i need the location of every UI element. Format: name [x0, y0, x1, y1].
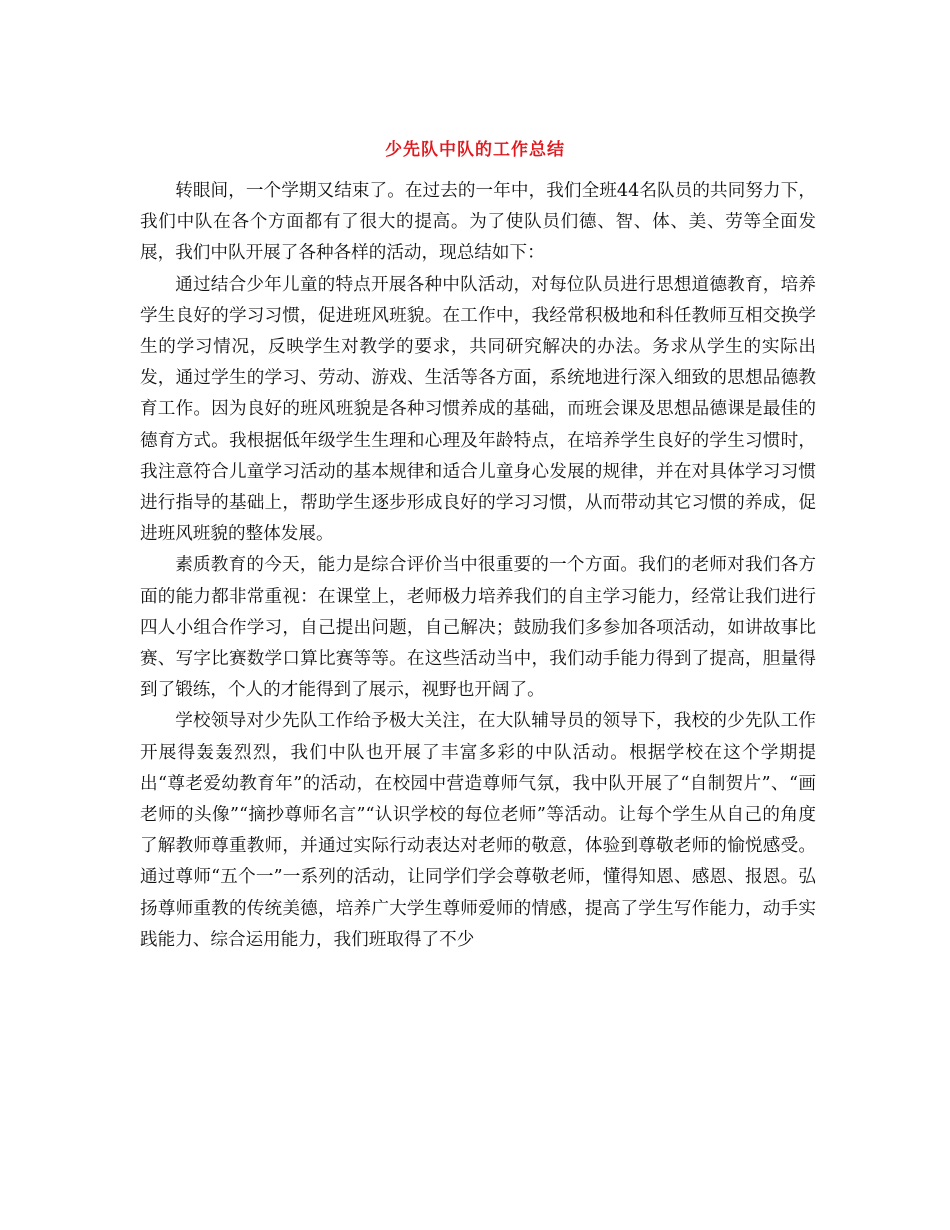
paragraph-intro: 转眼间，一个学期又结束了。在过去的一年中，我们全班44名队员的共同努力下，我们中队在各个方面都有了很大的提高。为了使队员们德、智、体、美、劳等全面发展，我们中队开展了各种各样的活动，现总结如下：: [140, 181, 816, 264]
document-body: [140, 176, 816, 956]
paragraph-ability: 素质教育的今天，能力是综合评价当中很重要的一个方面。我们的老师对我们各方面的能力都非常重视：在课堂上，老师极力培养我们的自主学习能力，经常让我们进行四人小组合作学习，自己提出问题，自己解决；鼓励我们多参加各项活动，如讲故事比赛、写字比赛数学口算比赛等等。在这些活动当中，我们动手能力得到了提高，胆量得到了锻练，个人的才能得到了展示，视野也开阔了。: [140, 555, 816, 701]
paragraph-activities: 学校领导对少先队工作给予极大关注，在大队辅导员的领导下，我校的少先队工作开展得轰轰烈烈，我们中队也开展了丰富多彩的中队活动。根据学校在这个学期提出“尊老爱幼教育年”的活动，在校园中营造尊师气氛，我中队开展了“自制贺片”、“画老师的头像”“摘抄尊师名言”“认识学校的每位老师”等活动。让每个学生从自己的角度了解教师尊重教师，并通过实际行动表达对老师的敬意，体验到尊敬老师的愉悦感受。通过尊师“五个一”一系列的活动，让同学们学会尊敬老师，懂得知恩、感恩、报恩。弘扬尊师重教的传统美德，培养广大学生尊师爱师的情感，提高了学生写作能力，动手实践能力、综合运用能力，我们班取得了不少: [140, 711, 816, 950]
page-title: 少先队中队的工作总结: [385, 140, 565, 160]
paragraph-moral-education: 通过结合少年儿童的特点开展各种中队活动，对每位队员进行思想道德教育，培养学生良好的学习习惯，促进班风班貌。在工作中，我经常积极地和科任教师互相交换学生的学习情况，反映学生对教学的要求，共同研究解决的办法。务求从学生的实际出发，通过学生的学习、劳动、游戏、生活等各方面，系统地进行深入细致的思想品德教育工作。因为良好的班风班貌是各种习惯养成的基础，而班会课及思想品德课是最佳的德育方式。我根据低年级学生生理和心理及年龄特点，在培养学生良好的学生习惯时，我注意符合儿童学习活动的基本规律和适合儿童身心发展的规律，并在对具体学习习惯进行指导的基础上，帮助学生逐步形成良好的学习习惯，从而带动其它习惯的养成，促进班风班貌的整体发展。: [140, 274, 816, 545]
